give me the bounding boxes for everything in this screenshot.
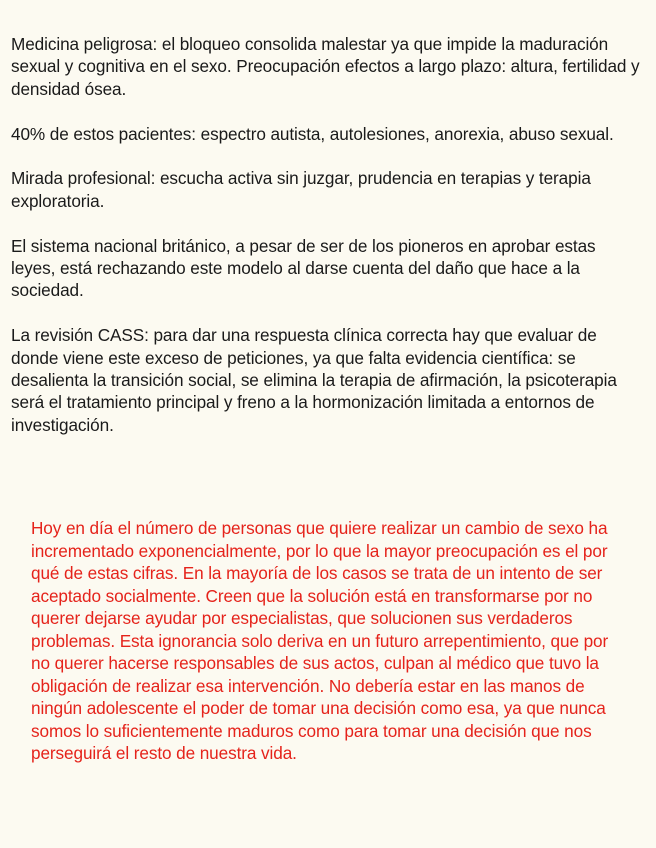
notes-section — [11, 33, 641, 459]
note-paragraph-cass-review: La revisión CASS: para dar una respuesta clínica correcta hay que evaluar de donde viene este exceso de peticiones, ya que falta evidencia científica: se desalienta la transición social, se elimina la terapia de afirmación, la psicoterapia será el tratamiento principal y freno a la hormonización limitada a entornos de investigación. — [11, 325, 617, 435]
opinion-section — [31, 517, 631, 765]
note-paragraph-dangerous-medicine: Medicina peligrosa: el bloqueo consolida malestar ya que impide la maduración sexual y cognitiva en el sexo. Preocupación efectos a largo plazo: altura, fertilidad y densidad ósea. — [11, 34, 640, 99]
note-paragraph-british-system: El sistema nacional británico, a pesar de ser de los pioneros en aprobar estas leyes, está rechazando este modelo al darse cuenta del daño que hace a la sociedad. — [11, 235, 596, 301]
note-paragraph-patient-statistics: 40% de estos pacientes: espectro autista, autolesiones, anorexia, abuso sexual. — [11, 123, 614, 144]
note-paragraph-professional-view: Mirada profesional: escucha activa sin juzgar, prudencia en terapias y terapia exploratoria. — [11, 168, 591, 211]
opinion-paragraph: Hoy en día el número de personas que quiere realizar un cambio de sexo ha incrementado exponencialmente, por lo que la mayor preocupación es el por qué de estas cifras. En la mayoría de los casos se trata de un intento de ser aceptado socialmente. Creen que la solución está en transformarse por no querer dejarse ayudar por especialistas, que solucionen sus verdaderos problemas. Esta ignorancia solo deriva en un futuro arrepentimiento, que por no querer hacerse responsables de sus actos, culpan al médico que tuvo la obligación de realizar esa intervención. No debería estar en las manos de ningún adolescente el poder de tomar una decisión como esa, ya que nunca somos lo suficientemente maduros como para tomar una decisión que nos perseguirá el resto de nuestra vida. — [31, 518, 609, 763]
